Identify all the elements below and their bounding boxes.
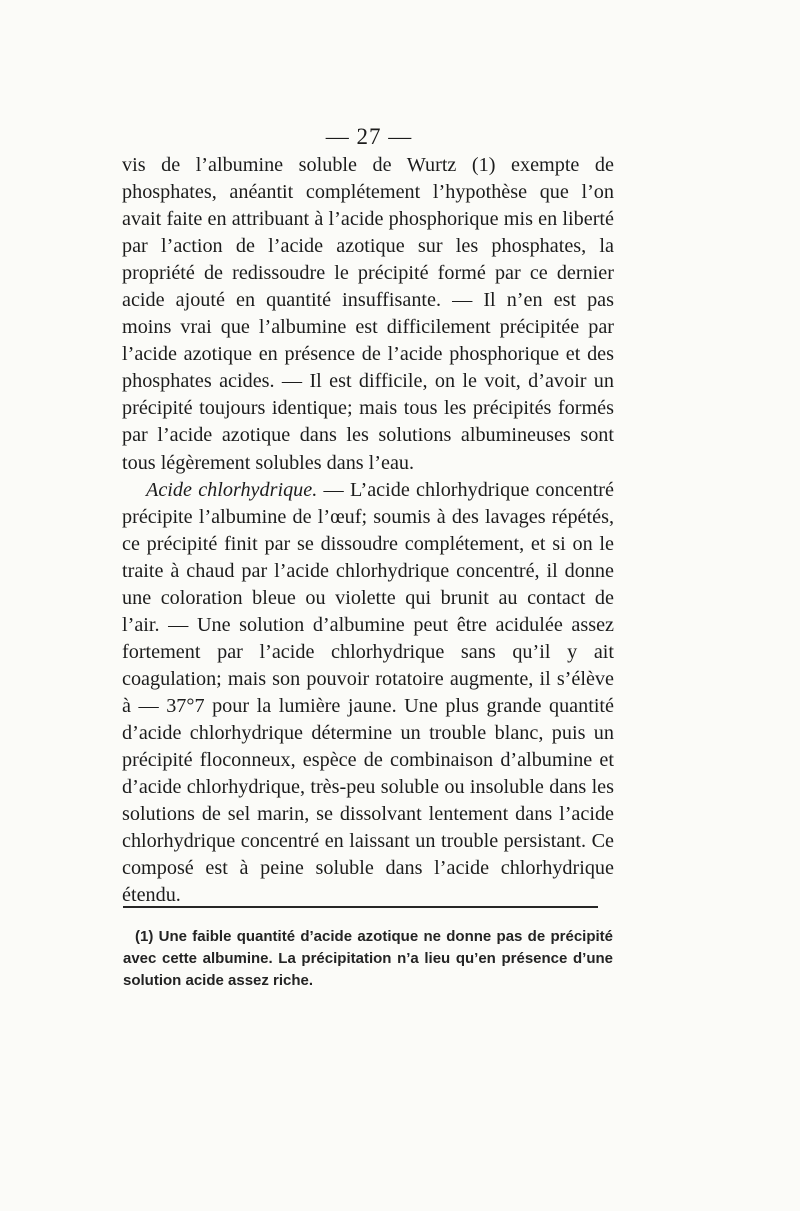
paragraph-albumine-phosphates: vis de l’albumine soluble de Wurtz (1) exempte de phosphates, anéantit complétement l’hypothèse que l’on avait faite en attribuant à l’acide phosphorique mis en liberté par l’action de l’acide azotique sur les phosphates, la propriété de redissoudre le précipité formé par ce dernier acide ajouté en quantité insuffisante. — Il n’en est pas moins vrai que l’albumine est difficilement précipitée par l’acide azotique en présence de l’acide phosphorique et des phosphates acides. — Il est difficile, on le voit, d’avoir un précipité toujours identique; mais tous les précipités formés par l’acide azotique dans les solutions albumineuses sont tous légèrement solubles dans l’eau. xyxy=(122,154,614,474)
footnote: (1) Une faible quantité d’acide azotique ne donne pas de précipité avec cette albumine. La précipitation n’a lieu qu’en présence d’une solution acide assez riche. xyxy=(123,928,613,989)
page-number: — 27 — xyxy=(325,124,413,149)
main-text xyxy=(122,152,614,909)
paragraph-body: — L’acide chlorhydrique concentré précipite l’albumine de l’œuf; soumis à des lavages répétés, ce précipité finit par se dissoudre complétement, et si on le traite à chaud par l’acide chlorhydrique concentré, il donne une coloration bleue ou violette qui brunit au contact de l’air. — Une solution d’albumine peut être acidulée assez fortement par l’acide chlorhydrique sans qu’il y ait coagulation; mais son pouvoir rotatoire augmente, il s’élève à — 37°7 pour la lumière jaune. Une plus grande quantité d’acide chlorhydrique détermine un trouble blanc, puis un précipité floconneux, espèce de combinaison d’albumine et d’acide chlorhydrique, très-peu soluble ou insoluble dans les solutions de sel marin, se dissolvant lentement dans l’acide chlorhydrique concentré en laissant un trouble persistant. Ce composé est à peine soluble dans l’acide chlorhydrique étendu. xyxy=(122,478,614,907)
paragraph-acide-chlorhydrique xyxy=(122,477,614,910)
footnote-divider xyxy=(123,906,598,908)
paragraph-lead-heading: Acide chlorhydrique. xyxy=(146,478,318,501)
